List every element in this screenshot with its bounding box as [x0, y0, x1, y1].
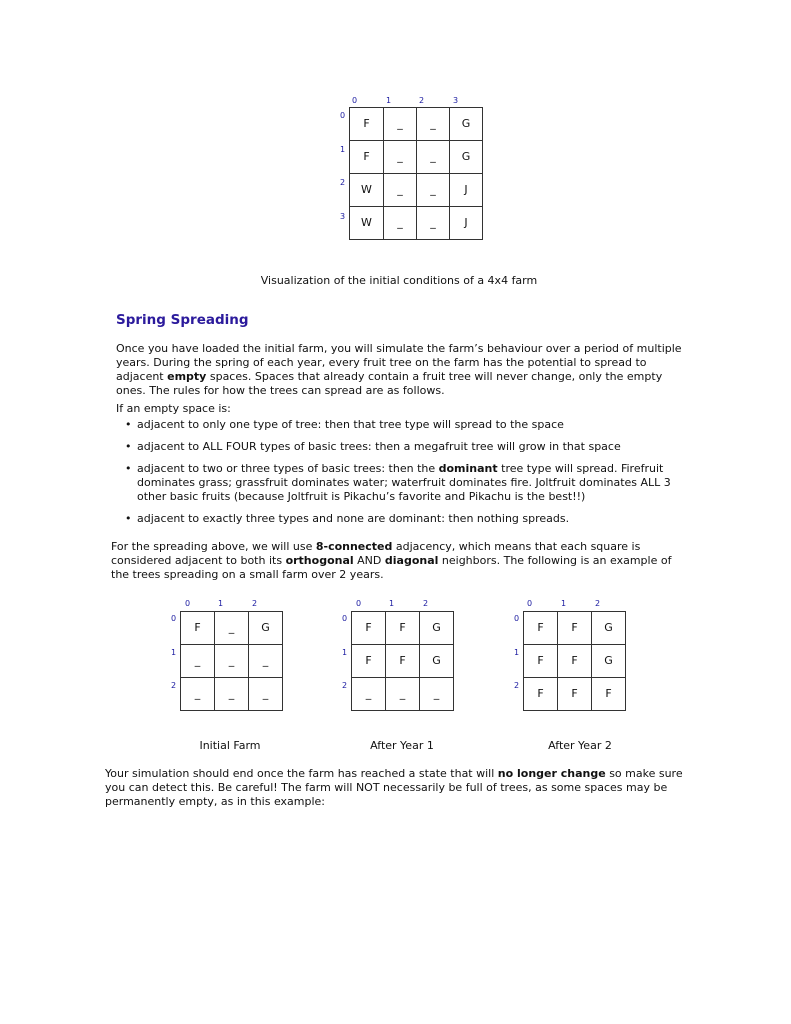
row-label: 0 — [340, 111, 346, 120]
farm-grid — [523, 611, 626, 711]
rules-lead: If an empty space is: — [116, 402, 231, 415]
farm-cell: _ — [384, 141, 417, 174]
farm-cell: _ — [181, 645, 215, 678]
figure-caption: After Year 1 — [370, 739, 434, 752]
farm-cell: F — [524, 612, 558, 645]
farm-cell: _ — [417, 207, 450, 240]
col-label: 1 — [218, 599, 224, 608]
row-label: 2 — [514, 681, 520, 690]
col-label: 2 — [419, 96, 425, 105]
farm-cell: G — [420, 612, 454, 645]
farm-cell: G — [450, 141, 483, 174]
termination-paragraph: Your simulation should end once the farm has reached a state that will no longer change so make sure you can detect this. Be careful! The farm will NOT necessarily be full of trees, as some spaces may be permanently empty, as in this example: — [105, 767, 683, 808]
col-label: 0 — [352, 96, 358, 105]
list-item: • adjacent to only one type of tree: then that tree type will spread to the space — [125, 418, 564, 431]
farm-cell: _ — [249, 678, 283, 711]
farm-cell: _ — [384, 108, 417, 141]
col-label: 0 — [185, 599, 191, 608]
row-label: 2 — [342, 681, 348, 690]
farm-cell: _ — [417, 108, 450, 141]
farm-cell: F — [352, 645, 386, 678]
col-label: 0 — [527, 599, 533, 608]
col-label: 1 — [389, 599, 395, 608]
farm-grid — [180, 611, 283, 711]
farm-grid — [351, 611, 454, 711]
farm-cell: _ — [215, 612, 249, 645]
farm-cell: F — [524, 678, 558, 711]
farm-cell: F — [350, 108, 384, 141]
col-label: 2 — [423, 599, 429, 608]
col-label: 1 — [561, 599, 567, 608]
row-label: 0 — [171, 614, 177, 623]
farm-cell: F — [558, 678, 592, 711]
farm-cell: _ — [215, 678, 249, 711]
farm-cell: F — [558, 645, 592, 678]
row-label: 0 — [514, 614, 520, 623]
farm-cell: F — [592, 678, 626, 711]
section-heading: Spring Spreading — [116, 312, 249, 328]
row-label: 1 — [342, 648, 348, 657]
col-label: 3 — [453, 96, 459, 105]
farm-grid — [349, 107, 483, 240]
farm-cell: _ — [384, 174, 417, 207]
list-item: • adjacent to exactly three types and none are dominant: then nothing spreads. — [125, 512, 570, 525]
farm-cell: G — [249, 612, 283, 645]
farm-cell: G — [450, 108, 483, 141]
intro-paragraph: Once you have loaded the initial farm, you will simulate the farm’s behaviour over a period of multiple years. During the spring of each year, every fruit tree on the farm has the potential to spread to adjacent empty spaces. Spaces that already contain a fruit tree will never change, only the empty ones. The rules for how the trees can spread are as follows. — [116, 342, 682, 397]
farm-cell: _ — [420, 678, 454, 711]
farm-cell: _ — [417, 174, 450, 207]
farm-cell: G — [592, 612, 626, 645]
col-label: 2 — [595, 599, 601, 608]
farm-cell: G — [420, 645, 454, 678]
farm-cell: F — [558, 612, 592, 645]
row-label: 2 — [171, 681, 177, 690]
farm-cell: _ — [417, 141, 450, 174]
col-label: 1 — [386, 96, 392, 105]
farm-cell: F — [386, 612, 420, 645]
farm-cell: _ — [181, 678, 215, 711]
farm-cell: F — [524, 645, 558, 678]
row-label: 3 — [340, 212, 346, 221]
farm-cell: W — [350, 174, 384, 207]
col-label: 0 — [356, 599, 362, 608]
row-label: 1 — [514, 648, 520, 657]
row-label: 0 — [342, 614, 348, 623]
row-label: 1 — [171, 648, 177, 657]
adjacency-paragraph: For the spreading above, we will use 8-connected adjacency, which means that each square is considered adjacent to both its orthogonal AND diagonal neighbors. The following is an example of the trees spreading on a small farm over 2 years. — [111, 540, 672, 581]
farm-cell: _ — [352, 678, 386, 711]
farm-cell: _ — [386, 678, 420, 711]
farm-cell: F — [352, 612, 386, 645]
row-label: 1 — [340, 145, 346, 154]
farm-cell: _ — [249, 645, 283, 678]
figure-caption: Visualization of the initial conditions of a 4x4 farm — [260, 274, 538, 287]
figure-caption: Initial Farm — [199, 739, 261, 752]
farm-cell: W — [350, 207, 384, 240]
farm-cell: _ — [384, 207, 417, 240]
farm-cell: F — [181, 612, 215, 645]
row-label: 2 — [340, 178, 346, 187]
list-item: • adjacent to ALL FOUR types of basic trees: then a megafruit tree will grow in that space — [125, 440, 621, 453]
farm-cell: F — [386, 645, 420, 678]
farm-cell: _ — [215, 645, 249, 678]
farm-cell: J — [450, 174, 483, 207]
list-item: • adjacent to two or three types of basic trees: then the dominant tree type will spread. Firefruit dominates grass; grassfruit dominates water; waterfruit dominates fire. Joltfruit dominates ALL 3 other basic fruits (because Joltfruit is Pikachu’s favorite and Pikachu is the best!!) — [125, 462, 671, 503]
farm-cell: J — [450, 207, 483, 240]
rules-list — [116, 418, 688, 534]
farm-cell: F — [350, 141, 384, 174]
figure-caption: After Year 2 — [548, 739, 612, 752]
farm-cell: G — [592, 645, 626, 678]
col-label: 2 — [252, 599, 258, 608]
